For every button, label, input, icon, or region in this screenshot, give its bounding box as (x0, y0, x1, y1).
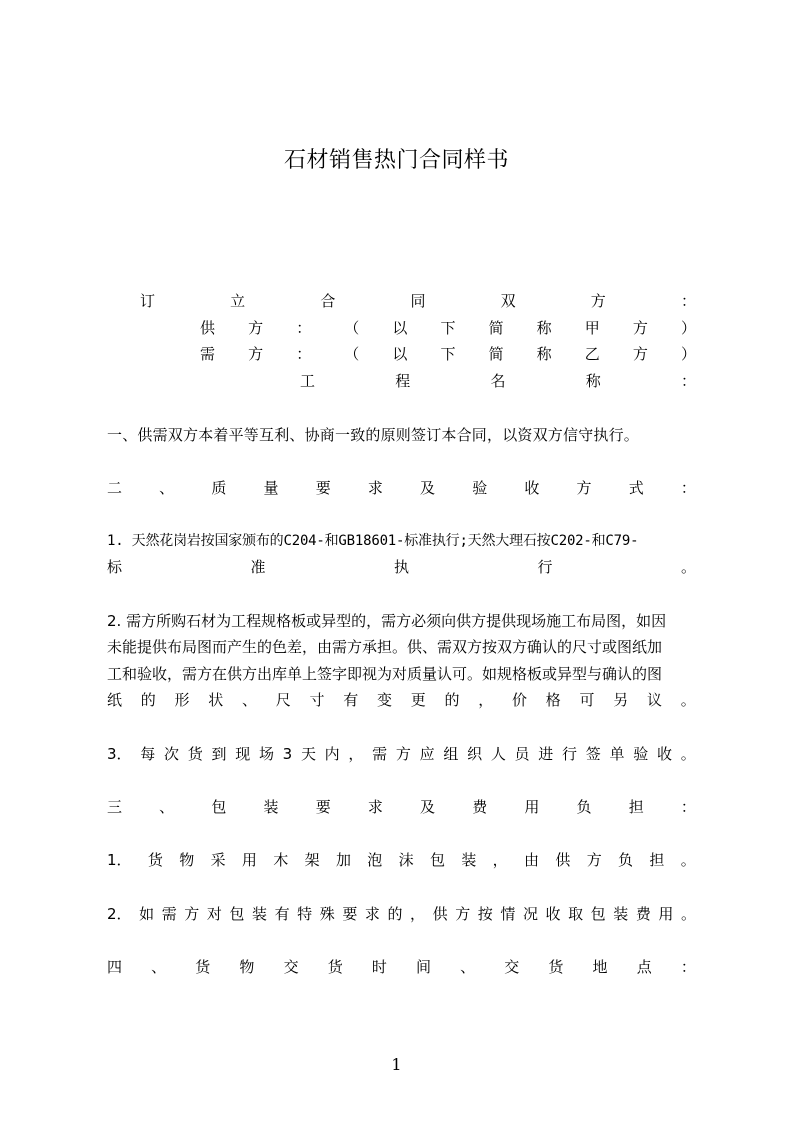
justified-char: 称 (585, 372, 601, 390)
justified-char: 架 (304, 851, 320, 869)
justified-char: 有 (274, 905, 290, 923)
justified-char: 的 (140, 691, 156, 709)
justified-char: 到 (211, 745, 227, 763)
justified-char: 沫 (398, 851, 414, 869)
justified-char: 负 (576, 798, 592, 816)
section-4-heading (107, 957, 696, 977)
item-2-3 (107, 744, 696, 764)
justified-char: 交 (283, 958, 299, 976)
justified-char: 求 (367, 798, 383, 816)
justified-char: 如 (139, 905, 155, 923)
justified-char: 交 (504, 958, 520, 976)
justified-char: 尺 (275, 691, 291, 709)
justified-char: 担 (649, 851, 665, 869)
justified-char: 订 (140, 292, 156, 310)
section-2-heading (107, 478, 696, 498)
justified-char: 应 (419, 745, 435, 763)
justified-char: ： (680, 958, 696, 976)
justified-char: 需 (200, 345, 216, 363)
justified-char: 方 (248, 319, 264, 337)
justified-char: 要 (315, 479, 331, 497)
justified-char: ： (680, 798, 696, 816)
justified-char: 供 (432, 905, 448, 923)
justified-char: 。 (680, 558, 696, 576)
justified-char: 3． (107, 745, 132, 763)
justified-char: 方 (586, 851, 602, 869)
justified-char: 方 (632, 345, 648, 363)
justified-char: 况 (522, 905, 538, 923)
justified-char: 收 (545, 905, 561, 923)
justified-char: 甲 (584, 319, 600, 337)
supplier-line (200, 318, 696, 338)
justified-char: 双 (500, 292, 516, 310)
justified-char: 签 (585, 745, 601, 763)
justified-char: 对 (206, 905, 222, 923)
justified-char: 称 (536, 345, 552, 363)
justified-char: 现 (235, 745, 251, 763)
justified-char: 下 (440, 319, 456, 337)
justified-char: 执 (393, 558, 409, 576)
justified-char: 状 (208, 691, 224, 709)
justified-char: 程 (395, 372, 411, 390)
justified-char: 要 (315, 798, 331, 816)
justified-char: 供 (555, 851, 571, 869)
justified-char: ， (348, 745, 364, 763)
justified-char: 及 (420, 798, 436, 816)
section-3-heading (107, 797, 696, 817)
justified-char: 收 (524, 479, 540, 497)
justified-char: 及 (420, 479, 436, 497)
justified-char: 简 (488, 319, 504, 337)
justified-char: ： (296, 319, 312, 337)
justified-char: 简 (488, 345, 504, 363)
justified-char: 工 (300, 372, 316, 390)
justified-char: 求 (364, 905, 380, 923)
justified-char: 可 (579, 691, 595, 709)
justified-char: 担 (628, 798, 644, 816)
justified-char: ， (410, 905, 426, 923)
justified-char: 、 (159, 479, 175, 497)
justified-char: 。 (680, 745, 696, 763)
justified-char: 泡 (367, 851, 383, 869)
justified-char: 货 (195, 958, 211, 976)
item-2-1-line-1: 1. 天然花岗岩按国家颁布的C204-和GB18601-标准执行;天然大理石按C202-和C79- (107, 533, 639, 549)
justified-char: 供 (200, 319, 216, 337)
justified-char: 1． (107, 851, 132, 869)
justified-char: 收 (656, 745, 672, 763)
justified-char: 的 (444, 691, 460, 709)
item-2-2-line-1: 2. 需方所购石材为工程规格板或异型的，需方必须向供方提供现场施工布局图，如因 (107, 612, 667, 630)
justified-char: 质 (211, 479, 227, 497)
item-2-1-line-2 (107, 557, 696, 577)
justified-char: 2． (107, 905, 132, 923)
justified-char: ） (680, 319, 696, 337)
justified-char: 方 (576, 479, 592, 497)
justified-char: 织 (467, 745, 483, 763)
parties-line (140, 291, 696, 311)
justified-char: 组 (443, 745, 459, 763)
justified-char: ） (680, 345, 696, 363)
justified-char: 更 (410, 691, 426, 709)
justified-char: 进 (538, 745, 554, 763)
justified-char: 货 (147, 851, 163, 869)
item-3-1 (107, 850, 696, 870)
justified-char: 方 (632, 319, 648, 337)
justified-char: 地 (592, 958, 608, 976)
justified-char: 标 (107, 558, 123, 576)
justified-char: 式 (628, 479, 644, 497)
justified-char: 以 (392, 319, 408, 337)
justified-char: 纸 (107, 691, 123, 709)
justified-char: 方 (455, 905, 471, 923)
justified-char: 求 (367, 479, 383, 497)
justified-char: 格 (545, 691, 561, 709)
justified-char: 量 (263, 479, 279, 497)
justified-char: 需 (372, 745, 388, 763)
justified-char: 员 (514, 745, 530, 763)
justified-char: 形 (174, 691, 190, 709)
justified-char: 采 (210, 851, 226, 869)
justified-char: 方 (590, 292, 606, 310)
justified-char: 按 (477, 905, 493, 923)
justified-char: 方 (184, 905, 200, 923)
justified-char: 用 (241, 851, 257, 869)
justified-char: 有 (343, 691, 359, 709)
justified-char: （ (344, 345, 360, 363)
justified-char: 另 (613, 691, 629, 709)
justified-char: 包 (229, 905, 245, 923)
justified-char: 、 (242, 691, 258, 709)
justified-char: 行 (562, 745, 578, 763)
justified-char: 费 (635, 905, 651, 923)
justified-char: 用 (524, 798, 540, 816)
justified-char: 特 (297, 905, 313, 923)
item-2-2-line-3: 工和验收，需方在供方出库单上签字即视为对质量认可。如规格板或异型与确认的图 (107, 665, 663, 683)
justified-char: 场 (258, 745, 274, 763)
justified-char: 费 (472, 798, 488, 816)
justified-char: 下 (440, 345, 456, 363)
justified-char: 、 (159, 798, 175, 816)
justified-char: 装 (252, 905, 268, 923)
justified-char: 物 (179, 851, 195, 869)
justified-char: 以 (392, 345, 408, 363)
justified-char: ： (296, 345, 312, 363)
justified-char: 称 (536, 319, 552, 337)
justified-char: 每 (140, 745, 156, 763)
justified-char: 需 (161, 905, 177, 923)
justified-char: 的 (387, 905, 403, 923)
justified-char: ： (680, 372, 696, 390)
justified-char: 包 (429, 851, 445, 869)
justified-char: 验 (633, 745, 649, 763)
justified-char: 单 (609, 745, 625, 763)
document-title: 石材销售热门合同样书 (283, 148, 509, 173)
justified-char: 寸 (309, 691, 325, 709)
justified-char: 包 (211, 798, 227, 816)
page-number: 1 (391, 1055, 402, 1074)
justified-char: 情 (500, 905, 516, 923)
item-2-2-line-4 (107, 690, 696, 710)
justified-char: 物 (239, 958, 255, 976)
justified-char: 时 (371, 958, 387, 976)
justified-char: 变 (377, 691, 393, 709)
justified-char: 议 (647, 691, 663, 709)
justified-char: 行 (537, 558, 553, 576)
justified-char: 价 (512, 691, 528, 709)
justified-char: 负 (618, 851, 634, 869)
justified-char: 合 (320, 292, 336, 310)
justified-char: 内 (324, 745, 340, 763)
section-1: 一、供需双方本着平等互利、协商一致的原则签订本合同，以资双方信守执行。 (107, 426, 640, 444)
justified-char: ： (680, 292, 696, 310)
justified-char: 包 (590, 905, 606, 923)
justified-char: ， (492, 851, 508, 869)
justified-char: 。 (680, 905, 696, 923)
justified-char: 立 (230, 292, 246, 310)
justified-char: 货 (548, 958, 564, 976)
justified-char: 。 (680, 851, 696, 869)
justified-char: 间 (415, 958, 431, 976)
justified-char: 货 (327, 958, 343, 976)
item-2-2-line-2: 未能提供布局图而产生的色差，由需方承担。供、需双方按双方确认的尺寸或图纸加 (107, 638, 663, 656)
justified-char: 四 (107, 958, 123, 976)
justified-char: 二 (107, 479, 123, 497)
justified-char: 次 (164, 745, 180, 763)
justified-char: 同 (410, 292, 426, 310)
justified-char: 乙 (584, 345, 600, 363)
justified-char: （ (344, 319, 360, 337)
justified-char: 3 (282, 745, 293, 763)
item-3-2 (107, 904, 696, 924)
justified-char: 用 (658, 905, 674, 923)
justified-char: 、 (460, 958, 476, 976)
justified-char: 。 (680, 691, 696, 709)
justified-char: 货 (187, 745, 203, 763)
justified-char: 装 (461, 851, 477, 869)
justified-char: 殊 (319, 905, 335, 923)
justified-char: 要 (342, 905, 358, 923)
justified-char: 准 (250, 558, 266, 576)
justified-char: 取 (568, 905, 584, 923)
justified-char: 天 (300, 745, 316, 763)
justified-char: ， (478, 691, 494, 709)
justified-char: 人 (490, 745, 506, 763)
justified-char: 装 (613, 905, 629, 923)
justified-char: 点 (636, 958, 652, 976)
justified-char: 装 (263, 798, 279, 816)
justified-char: 方 (395, 745, 411, 763)
justified-char: 名 (490, 372, 506, 390)
justified-char: ： (680, 479, 696, 497)
justified-char: 木 (273, 851, 289, 869)
justified-char: 、 (151, 958, 167, 976)
justified-char: 由 (524, 851, 540, 869)
justified-char: 加 (335, 851, 351, 869)
justified-char: 方 (248, 345, 264, 363)
justified-char: 验 (472, 479, 488, 497)
project-name-line (300, 371, 696, 391)
buyer-line (200, 344, 696, 364)
justified-char: 三 (107, 798, 123, 816)
